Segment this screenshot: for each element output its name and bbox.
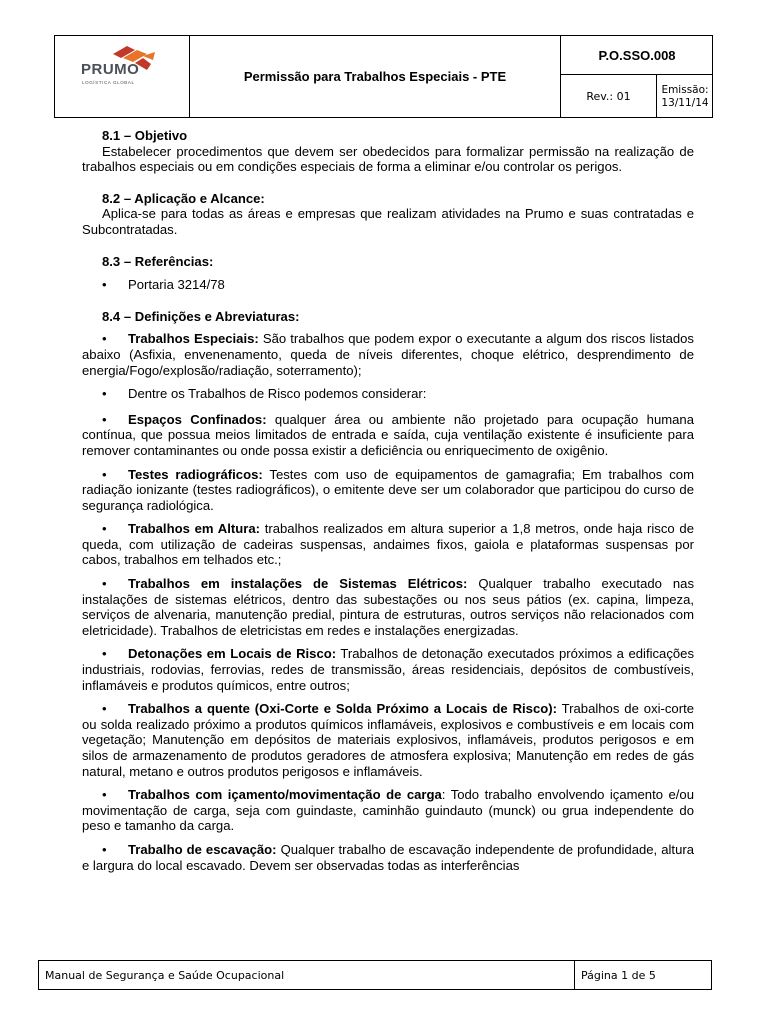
reference-text: Portaria 3214/78	[128, 277, 225, 293]
definition-term: Detonações em Locais de Risco:	[128, 646, 337, 662]
definition-term: Testes radiográficos:	[128, 466, 263, 482]
definition-term: Trabalhos em instalações de Sistemas Elétricos:	[128, 576, 468, 592]
bullet: •	[102, 277, 107, 293]
section-aplicacao-text: Aplica-se para todas as áreas e empresas que realizam atividades na Prumo e suas contratadas e Subcontratadas.	[82, 206, 694, 237]
bullet: •	[102, 787, 107, 803]
definition-item	[82, 331, 694, 378]
page-number: Página 1 de 5	[581, 968, 656, 982]
bullet: •	[102, 576, 107, 592]
definition-term: Trabalho de escavação:	[128, 841, 277, 857]
bullet: •	[102, 331, 107, 347]
bullet: •	[102, 466, 107, 482]
definition-item	[82, 467, 694, 514]
bullet: •	[102, 646, 107, 662]
revision-number: Rev.: 01	[561, 75, 657, 118]
definition-term: Trabalhos em Altura:	[128, 521, 260, 537]
bullet: •	[102, 521, 107, 537]
bullet: •	[102, 386, 107, 402]
manual-name: Manual de Segurança e Saúde Ocupacional	[39, 961, 575, 989]
logo-text: PRUMO	[81, 61, 140, 78]
definition-term: Trabalhos com içamento/movimentação de carga	[128, 787, 442, 803]
reference-item	[82, 277, 694, 293]
section-objetivo-title: 8.1 – Objetivo	[102, 128, 188, 143]
definition-text: Testes com uso de equipamentos de gamagrafia; Em trabalhos com radiação ionizante (testes radiográficos), o emitente deve ser um colaborador que participou do curso de segurança radiológica.	[82, 466, 694, 513]
section-definicoes-title: 8.4 – Definições e Abreviaturas:	[102, 308, 300, 324]
document-body	[82, 128, 694, 873]
section-objetivo-text: Estabelecer procedimentos que devem ser obedecidos para formalizar permissão na realização de trabalhos especiais ou em condições especiais de forma a eliminar e/ou controlar os perigos.	[82, 143, 694, 175]
definition-text: Trabalhos de detonação executados próximos a edificações industriais, rodovias, ferrovias, redes de transmissão, áreas residenciais, depósitos de combustíveis, inflamáveis e produtos químicos, entre outros;	[82, 646, 694, 693]
definition-term: Trabalhos Especiais:	[128, 331, 259, 347]
definition-item	[82, 386, 694, 402]
document-code: P.O.SSO.008	[561, 36, 713, 75]
logo-subtitle: LOGÍSTICA GLOBAL	[82, 80, 135, 85]
definition-item	[82, 646, 694, 693]
definition-term: Espaços Confinados:	[128, 411, 267, 427]
document-title: Permissão para Trabalhos Especiais - PTE	[190, 36, 561, 117]
definition-text: Trabalhos de oxi-corte ou solda realizado próximo a produtos químicos inflamáveis, explosivos e combustíveis e em locais com vegetação; Manutenção em depósitos de materiais explosivos, inflamáveis, produtos perigosos e em silos de armazenamento de produtos geradores de atmosfera explosiva; Manutenção em redes de gás natural, metano e outros produtos perigosos e inflamáveis.	[82, 701, 694, 779]
definition-text: qualquer área ou ambiente não projetado para ocupação humana contínua, que possua meios limitados de entrada e saída, cuja ventilação existente é insuficiente para remover contaminantes ou onde possa existir a deficiência ou enriquecimento de oxigênio.	[82, 411, 694, 458]
definition-item	[82, 787, 694, 834]
definition-text: Qualquer trabalho de escavação independente de profundidade, altura e largura do local escavado. Devem ser observadas todas as interferências	[82, 841, 694, 873]
document-footer	[38, 960, 712, 990]
definition-item	[82, 412, 694, 459]
emission-date-box	[657, 75, 713, 118]
bullet: •	[102, 701, 107, 717]
logo-cell	[55, 36, 190, 117]
definition-text: trabalhos realizados em altura superior a 1,8 metros, onde haja risco de queda, com utilização de cadeiras suspensas, andaimes fixos, gaiola e plataformas suspensas por cabos, trabalhos em telhados etc.;	[82, 521, 694, 568]
definition-item	[82, 842, 694, 873]
definition-item	[82, 576, 694, 638]
bullet: •	[102, 411, 107, 427]
document-header	[54, 35, 713, 118]
bullet: •	[102, 841, 107, 857]
definition-text: São trabalhos que podem expor o executante a algum dos riscos listados abaixo (Asfixia, envenenamento, queda de níveis diferentes, choque elétrico, desprendimento de energia/Fogo/explosão/radiação, soterramento);	[82, 331, 694, 378]
definition-term: Trabalhos a quente (Oxi-Corte e Solda Próximo a Locais de Risco):	[128, 701, 557, 717]
emission-date: 13/11/14	[661, 96, 709, 109]
definition-text: Dentre os Trabalhos de Risco podemos considerar:	[128, 386, 427, 402]
definition-text: Qualquer trabalho executado nas instalações de sistemas elétricos, dentro das subestações ou nos seus pátios (ex. capina, limpeza, serviços de alvenaria, manutenção predial, pintura de estruturas, outros serviços não relacionados com eletricidade). Trabalhos de eletricistas em redes e instalações energizadas.	[82, 576, 694, 638]
definition-item	[82, 701, 694, 779]
definition-item	[82, 521, 694, 568]
section-aplicacao-title: 8.2 – Aplicação e Alcance:	[102, 190, 265, 206]
definition-text: : Todo trabalho envolvendo içamento e/ou movimentação de carga, seja com guindaste, caminhão guindauto (munck) ou grua independente do peso e tamanho da carga.	[82, 787, 694, 834]
emission-label: Emissão:	[661, 83, 709, 96]
section-referencias-title: 8.3 – Referências:	[102, 253, 214, 269]
